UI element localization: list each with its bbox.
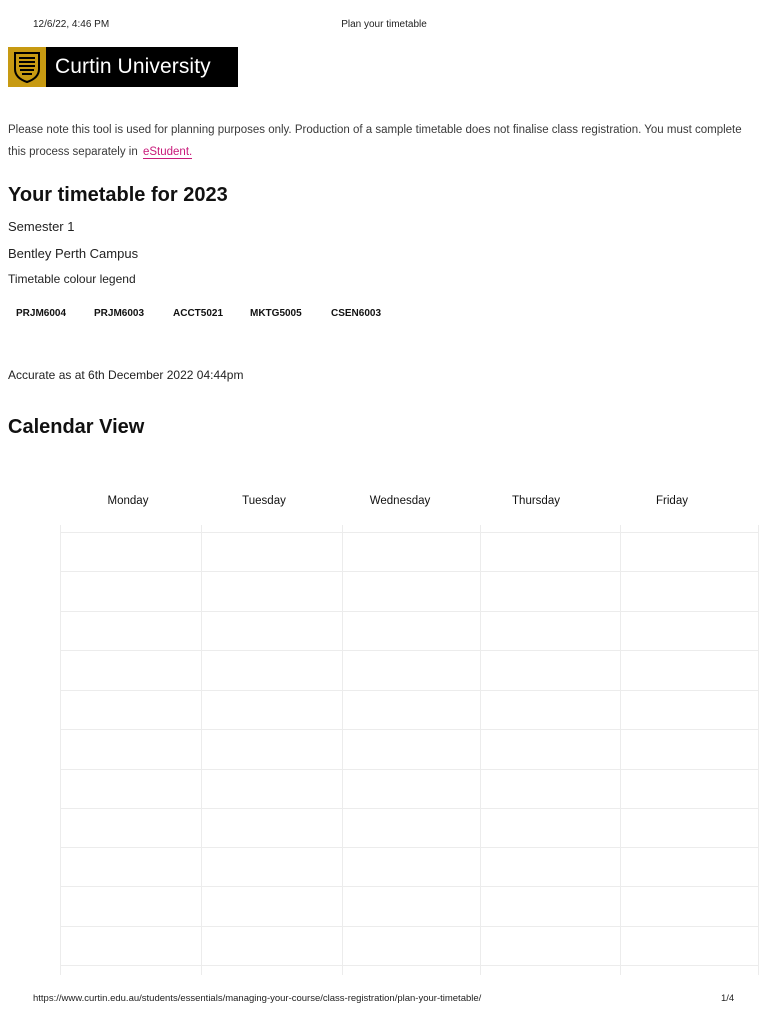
grid-row-divider — [61, 571, 759, 572]
print-date-time: 12/6/22, 4:46 PM — [33, 19, 110, 30]
curtin-logo[interactable] — [8, 47, 238, 87]
curtin-crest-icon — [8, 47, 46, 87]
grid-row-divider — [61, 769, 759, 770]
page-number: 1/4 — [721, 993, 735, 1004]
logo-text: Curtin University — [55, 55, 211, 78]
grid-row-divider — [61, 650, 759, 651]
semester-label: Semester 1 — [8, 219, 75, 234]
estudent-link[interactable]: eStudent. — [142, 146, 193, 158]
day-header-friday: Friday — [656, 495, 688, 507]
page-url: https://www.curtin.edu.au/students/essentials/managing-your-course/class-registration/plan-your-timetable/ — [33, 993, 482, 1004]
calendar-grid — [60, 525, 759, 975]
grid-row-divider — [61, 729, 759, 730]
grid-column-divider — [480, 525, 481, 975]
day-header-tuesday: Tuesday — [242, 495, 286, 507]
legend-item-prjm6003: PRJM6003 — [94, 308, 145, 319]
calendar-view-heading: Calendar View — [8, 416, 145, 438]
grid-row-divider — [61, 965, 759, 966]
day-header-thursday: Thursday — [512, 495, 560, 507]
grid-column-divider — [342, 525, 343, 975]
grid-row-divider — [61, 611, 759, 612]
legend-item-acct5021: ACCT5021 — [173, 308, 224, 319]
campus-label: Bentley Perth Campus — [8, 246, 139, 261]
grid-row-divider — [61, 926, 759, 927]
grid-row-divider — [61, 690, 759, 691]
legend-item-prjm6004: PRJM6004 — [16, 308, 67, 319]
planning-notice — [8, 119, 753, 163]
grid-row-divider — [61, 886, 759, 887]
print-header — [0, 19, 768, 33]
grid-column-divider — [620, 525, 621, 975]
grid-row-divider — [61, 808, 759, 809]
legend-title: Timetable colour legend — [8, 272, 136, 286]
print-page-title: Plan your timetable — [341, 19, 427, 30]
page-title: Your timetable for 2023 — [8, 184, 228, 206]
print-footer — [0, 993, 768, 1007]
day-header-monday: Monday — [107, 495, 149, 507]
grid-row-divider — [61, 532, 759, 533]
grid-row-divider — [61, 847, 759, 848]
grid-column-divider — [201, 525, 202, 975]
legend-item-mktg5005: MKTG5005 — [250, 308, 302, 319]
notice-text: Please note this tool is used for planning purposes only. Production of a sample timetable does not finalise class registration. You must complete this process separately in — [8, 124, 742, 158]
accuracy-timestamp: Accurate as at 6th December 2022 04:44pm — [8, 368, 244, 382]
day-header-wednesday: Wednesday — [369, 495, 431, 507]
legend-item-csen6003: CSEN6003 — [331, 308, 382, 319]
